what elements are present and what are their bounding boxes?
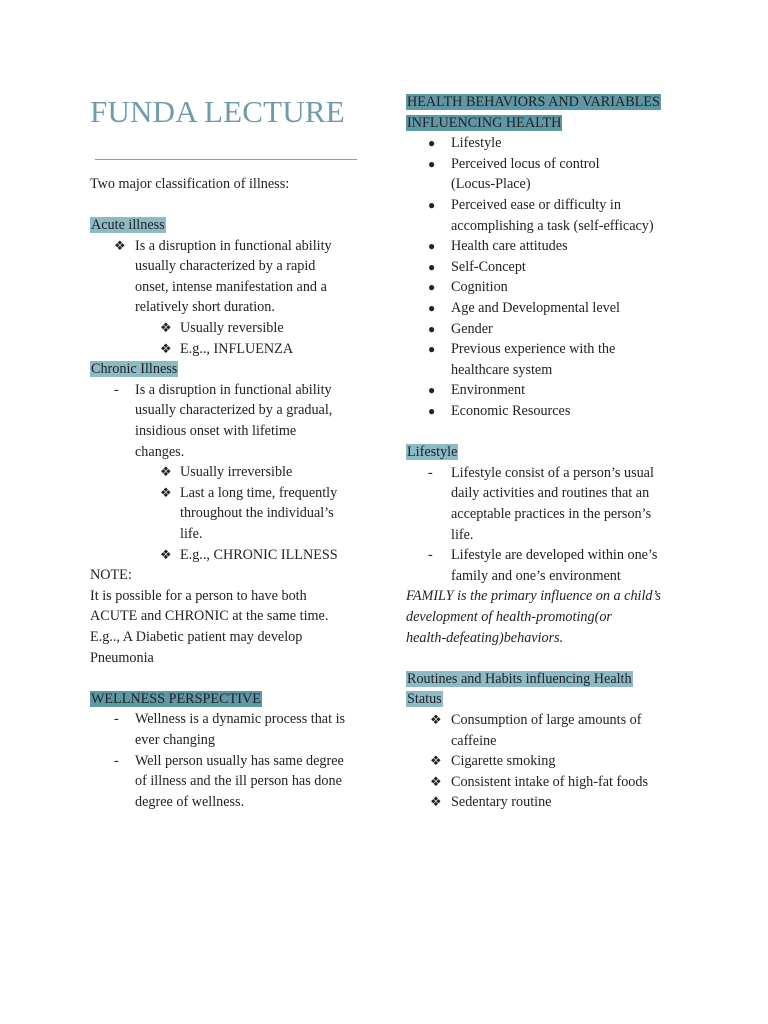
health-behavior-item: healthcare system — [451, 361, 553, 378]
health-behaviors-heading: INFLUENCING HEALTH — [407, 114, 562, 131]
lifestyle-item: life. — [451, 526, 474, 543]
dash-bullet-icon: - — [114, 381, 119, 398]
health-behavior-item: accomplishing a task (self-efficacy) — [451, 217, 654, 234]
health-behavior-item: Economic Resources — [451, 403, 571, 419]
family-influence-note: development of health-promoting(or — [406, 609, 612, 625]
diamond-bullet-icon: ❖ — [160, 546, 172, 562]
health-behavior-item: Perceived ease or difficulty in — [451, 197, 621, 213]
intro-text: Two major classification of illness: — [90, 176, 290, 192]
wellness-item: degree of wellness. — [135, 793, 245, 810]
diamond-bullet-icon: ❖ — [430, 773, 442, 789]
dash-bullet-icon: - — [428, 547, 433, 564]
health-behavior-item: Health care attitudes — [451, 238, 568, 255]
acute-description: relatively short duration. — [135, 299, 275, 316]
round-bullet-icon: ● — [428, 321, 436, 336]
chronic-description: usually characterized by a gradual, — [135, 402, 333, 419]
routines-heading: Status — [407, 691, 442, 708]
routine-item: Consumption of large amounts of — [451, 712, 642, 728]
lifestyle-item: acceptable practices in the person’s — [451, 506, 652, 522]
diamond-bullet-icon: ❖ — [160, 340, 172, 356]
wellness-heading: WELLNESS PERSPECTIVE — [91, 690, 261, 707]
health-behavior-item: Previous experience with the — [451, 341, 616, 358]
diamond-bullet-icon: ❖ — [430, 753, 442, 769]
lifestyle-item: Lifestyle are developed within one’s — [451, 547, 658, 564]
chronic-sub-item: Usually irreversible — [180, 464, 293, 481]
acute-description: onset, intense manifestation and a — [135, 278, 327, 295]
round-bullet-icon: ● — [428, 136, 436, 151]
acute-description: usually characterized by a rapid — [135, 258, 316, 275]
health-behavior-item: Cognition — [451, 279, 508, 296]
diamond-bullet-icon: ❖ — [160, 320, 172, 335]
acute-sub-item: Usually reversible — [180, 320, 284, 336]
routines-heading: Routines and Habits influencing Health — [407, 670, 632, 687]
round-bullet-icon: ● — [428, 198, 436, 212]
routine-item: Sedentary routine — [451, 794, 552, 811]
health-behavior-item: Gender — [451, 320, 493, 337]
chronic-description: Is a disruption in functional ability — [135, 381, 332, 398]
title-divider — [95, 159, 357, 160]
chronic-sub-item: life. — [180, 526, 203, 542]
page-title: FUNDA LECTURE — [90, 94, 345, 129]
health-behavior-item: Age and Developmental level — [451, 300, 621, 316]
diamond-bullet-icon: ❖ — [160, 464, 172, 480]
chronic-sub-item: Last a long time, frequently — [180, 484, 338, 501]
lifestyle-item: Lifestyle consist of a person’s usual — [451, 464, 654, 481]
health-behavior-item: Self-Concept — [451, 258, 526, 275]
routine-item: Consistent intake of high-fat foods — [451, 773, 649, 790]
note-label: NOTE: — [90, 567, 132, 584]
lifestyle-item: family and one’s environment — [451, 567, 621, 584]
health-behavior-item: Lifestyle — [451, 135, 502, 152]
health-behavior-item: Environment — [451, 382, 526, 399]
chronic-sub-item: E.g.., CHRONIC ILLNESS — [180, 546, 338, 563]
dash-bullet-icon: - — [114, 752, 119, 769]
acute-illness-heading: Acute illness — [91, 217, 165, 233]
lifestyle-item: daily activities and routines that an — [451, 485, 650, 502]
diamond-bullet-icon: ❖ — [430, 794, 442, 810]
note-text: ACUTE and CHRONIC at the same time. — [90, 608, 329, 625]
round-bullet-icon: ● — [428, 301, 436, 315]
acute-description: Is a disruption in functional ability — [135, 237, 332, 254]
health-behavior-item: (Locus-Place) — [451, 176, 531, 193]
chronic-sub-item: throughout the individual’s — [180, 505, 334, 522]
chronic-description: changes. — [135, 443, 185, 460]
routine-item: caffeine — [451, 732, 497, 749]
acute-sub-item: E.g.., INFLUENZA — [180, 340, 294, 357]
chronic-description: insidious onset with lifetime — [135, 423, 297, 439]
diamond-bullet-icon: ❖ — [114, 237, 126, 253]
round-bullet-icon: ● — [428, 342, 436, 357]
wellness-item: ever changing — [135, 732, 215, 748]
dash-bullet-icon: - — [114, 711, 119, 728]
diamond-bullet-icon: ❖ — [160, 484, 172, 500]
round-bullet-icon: ● — [428, 383, 436, 398]
wellness-item: of illness and the ill person has done — [135, 773, 342, 790]
diamond-bullet-icon: ❖ — [430, 712, 442, 727]
round-bullet-icon: ● — [428, 239, 436, 254]
family-influence-note: health-defeating)behaviors. — [406, 629, 564, 646]
health-behavior-item: Perceived locus of control — [451, 155, 600, 172]
chronic-illness-heading: Chronic Illness — [91, 361, 178, 378]
family-influence-note: FAMILY is the primary influence on a child’s — [406, 588, 661, 605]
round-bullet-icon: ● — [428, 280, 436, 295]
round-bullet-icon: ● — [428, 259, 436, 274]
note-text: E.g.., A Diabetic patient may develop — [90, 629, 303, 645]
dash-bullet-icon: - — [428, 464, 433, 481]
round-bullet-icon: ● — [428, 404, 436, 418]
health-behaviors-heading: HEALTH BEHAVIORS AND VARIABLES — [407, 94, 660, 110]
wellness-item: Well person usually has same degree — [135, 752, 344, 769]
note-text: Pneumonia — [90, 649, 154, 666]
routine-item: Cigarette smoking — [451, 753, 556, 770]
wellness-item: Wellness is a dynamic process that is — [135, 711, 346, 728]
lifestyle-heading: Lifestyle — [407, 444, 458, 461]
note-text: It is possible for a person to have both — [90, 587, 307, 604]
round-bullet-icon: ● — [428, 156, 436, 171]
